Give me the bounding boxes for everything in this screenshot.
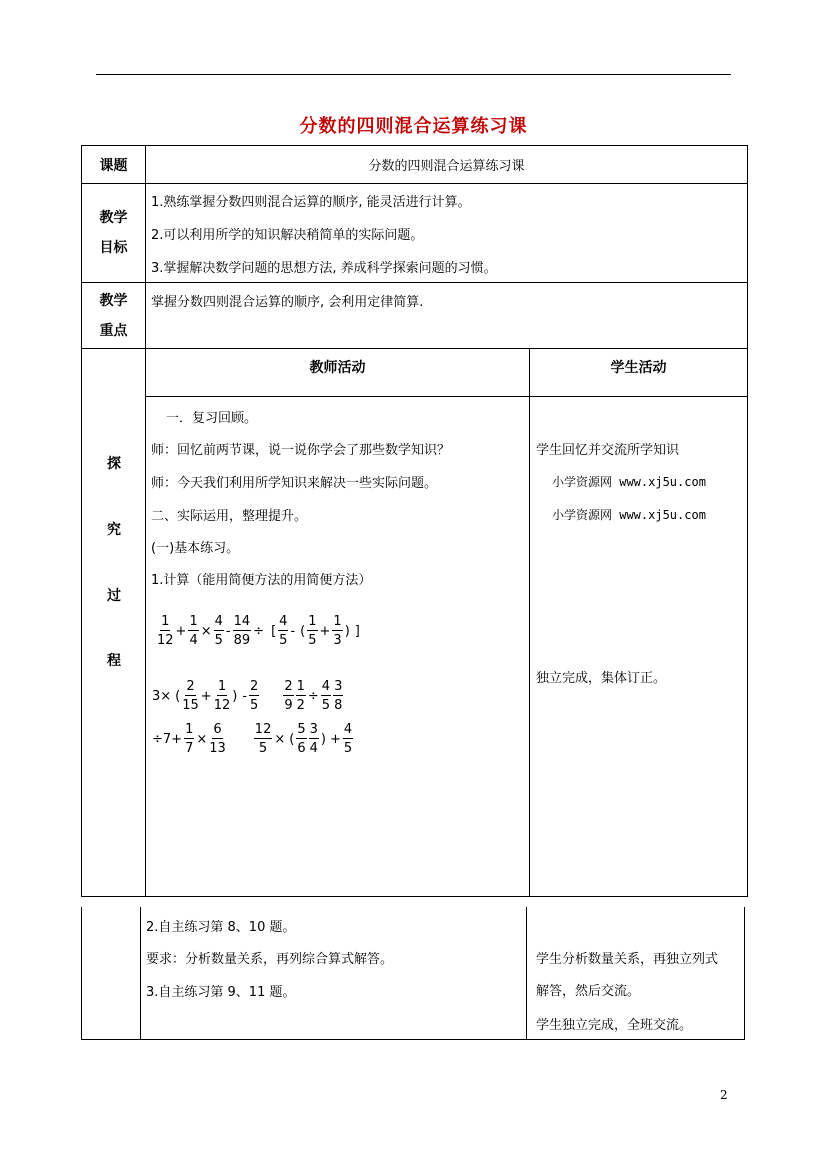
student-line: 小学资源网 www.xj5u.com: [552, 508, 706, 522]
student-header: [530, 349, 748, 397]
operator: ÷: [253, 623, 265, 639]
document-title: 分数的四则混合运算练习课: [299, 116, 528, 137]
operator: +: [200, 688, 212, 704]
operator: ×: [200, 623, 212, 639]
process-label: [82, 349, 146, 897]
operator: +: [329, 731, 341, 747]
operator: ): [232, 688, 238, 704]
topic-value: 分数的四则混合运算练习课: [368, 159, 525, 174]
topic-value-cell: [146, 146, 748, 184]
header-rule: [96, 74, 731, 75]
fraction: $\frac{1}{7}$: [185, 722, 194, 756]
operator: ÷7+: [152, 731, 183, 747]
goals-label-line1: 教学: [99, 210, 128, 226]
teacher-line: 师：今天我们利用所学知识来解决一些实际问题。: [151, 476, 438, 491]
teacher-line: 师：回忆前两节课，说一说你学会了那些数学知识？: [151, 443, 451, 458]
process-label-char: 究: [107, 522, 121, 538]
operator: ×: [274, 731, 286, 747]
operator: -: [225, 623, 231, 639]
process-label-char: 探: [107, 456, 121, 472]
operator: ): [344, 623, 350, 639]
lesson-table: [81, 145, 748, 897]
lesson-table-continued: [81, 907, 745, 1040]
fraction: $\frac{5}{6}$: [297, 722, 306, 756]
student-line: 学生分析数量关系，再独立列式: [536, 952, 719, 967]
operator: ÷: [307, 688, 319, 704]
teacher-line: (一)基本练习。: [151, 541, 240, 556]
fraction: $\frac{4}{5}$: [214, 614, 223, 648]
continued-teacher-cell: [141, 907, 527, 1039]
goal-item: 3.掌握解决数学问题的思想方法, 养成科学探索问题的习惯。: [151, 261, 497, 276]
operator: +: [319, 623, 331, 639]
teacher-activity-cell: [146, 397, 530, 897]
operator: -: [290, 623, 296, 639]
operator: 3×: [152, 688, 172, 704]
process-label-char: 程: [107, 653, 121, 669]
continued-label-cell: [82, 907, 141, 1039]
fraction: $\frac{6}{13}$: [209, 722, 226, 756]
student-line: 独立完成，集体订正。: [536, 671, 667, 686]
fraction: $\frac{4}{5}$: [321, 679, 331, 713]
goal-item: 1.熟练掌握分数四则混合运算的顺序, 能灵活进行计算。: [151, 195, 471, 210]
topic-label-text: 课题: [99, 157, 128, 174]
operator: ×: [196, 731, 208, 747]
key-label-line2: 重点: [99, 322, 128, 339]
teacher-line: 要求：分析数量关系，再列综合算式解答。: [146, 952, 394, 967]
operator: (: [175, 688, 181, 704]
key-label: [82, 283, 146, 349]
operator: +: [175, 623, 187, 639]
fraction: $\frac{4}{5}$: [343, 722, 353, 756]
key-label-line1: 教学: [99, 292, 128, 309]
goal-item: 2.可以利用所学的知识解决稍简单的实际问题。: [151, 228, 424, 243]
operator: ): [320, 731, 326, 747]
math-expression-row-2: [151, 680, 344, 712]
goals-label-line2: 目标: [99, 240, 128, 256]
key-cell: [146, 283, 748, 349]
fraction: $\frac{1}{5}$: [308, 614, 317, 648]
fraction: $\frac{1}{4}$: [189, 614, 198, 648]
student-line: 小学资源网 www.xj5u.com: [552, 475, 706, 489]
fraction: $\frac{2}{15}$: [182, 679, 199, 713]
operator: -: [242, 688, 248, 704]
student-line: 学生回忆并交流所学知识: [536, 443, 680, 458]
fraction: $\frac{2}{5}$: [250, 679, 259, 713]
fraction: $\frac{4}{5}$: [279, 614, 288, 648]
fraction: $\frac{1}{3}$: [333, 614, 342, 648]
operator: (: [300, 623, 306, 639]
teacher-header: [146, 349, 530, 397]
process-label-char: 过: [107, 588, 121, 604]
fraction: $\frac{12}{5}$: [254, 722, 272, 756]
student-line: 学生独立完成，全班交流。: [536, 1018, 693, 1033]
student-header-text: 学生活动: [610, 360, 667, 376]
key-value: 掌握分数四则混合运算的顺序, 会利用定律简算.: [151, 295, 424, 310]
fraction: $\frac{3}{4}$: [309, 722, 318, 756]
teacher-line: 一．复习回顾。: [166, 411, 258, 426]
teacher-line: 1.计算（能用简便方法的用简便方法）: [151, 573, 372, 588]
fraction: $\frac{1}{2}$: [296, 679, 305, 713]
operator: (: [289, 731, 295, 747]
teacher-line: 2.自主练习第 8、10 题。: [146, 920, 296, 935]
operator: [: [271, 623, 277, 639]
goals-label: [82, 184, 146, 283]
teacher-line: 二、实际运用，整理提升。: [151, 509, 308, 524]
goals-cell: [146, 184, 748, 283]
student-activity-cell: [530, 397, 748, 897]
fraction: $\frac{3}{8}$: [334, 679, 343, 713]
continued-student-cell: [527, 907, 745, 1039]
math-expression-row-3: [151, 723, 354, 755]
teacher-header-text: 教师活动: [309, 360, 366, 376]
page-number: 2: [720, 1088, 728, 1102]
fraction: $\frac{14}{89}$: [233, 614, 251, 648]
teacher-line: 3.自主练习第 9、11 题。: [146, 985, 296, 1000]
fraction: $\frac{1}{12}$: [213, 679, 231, 713]
student-line: 解答，然后交流。: [536, 984, 641, 999]
fraction: $\frac{1}{12}$: [157, 614, 174, 648]
fraction: $\frac{2}{9}$: [284, 679, 293, 713]
math-expression-row-1: [156, 615, 361, 647]
operator: ]: [354, 623, 360, 639]
topic-label: [82, 146, 146, 184]
